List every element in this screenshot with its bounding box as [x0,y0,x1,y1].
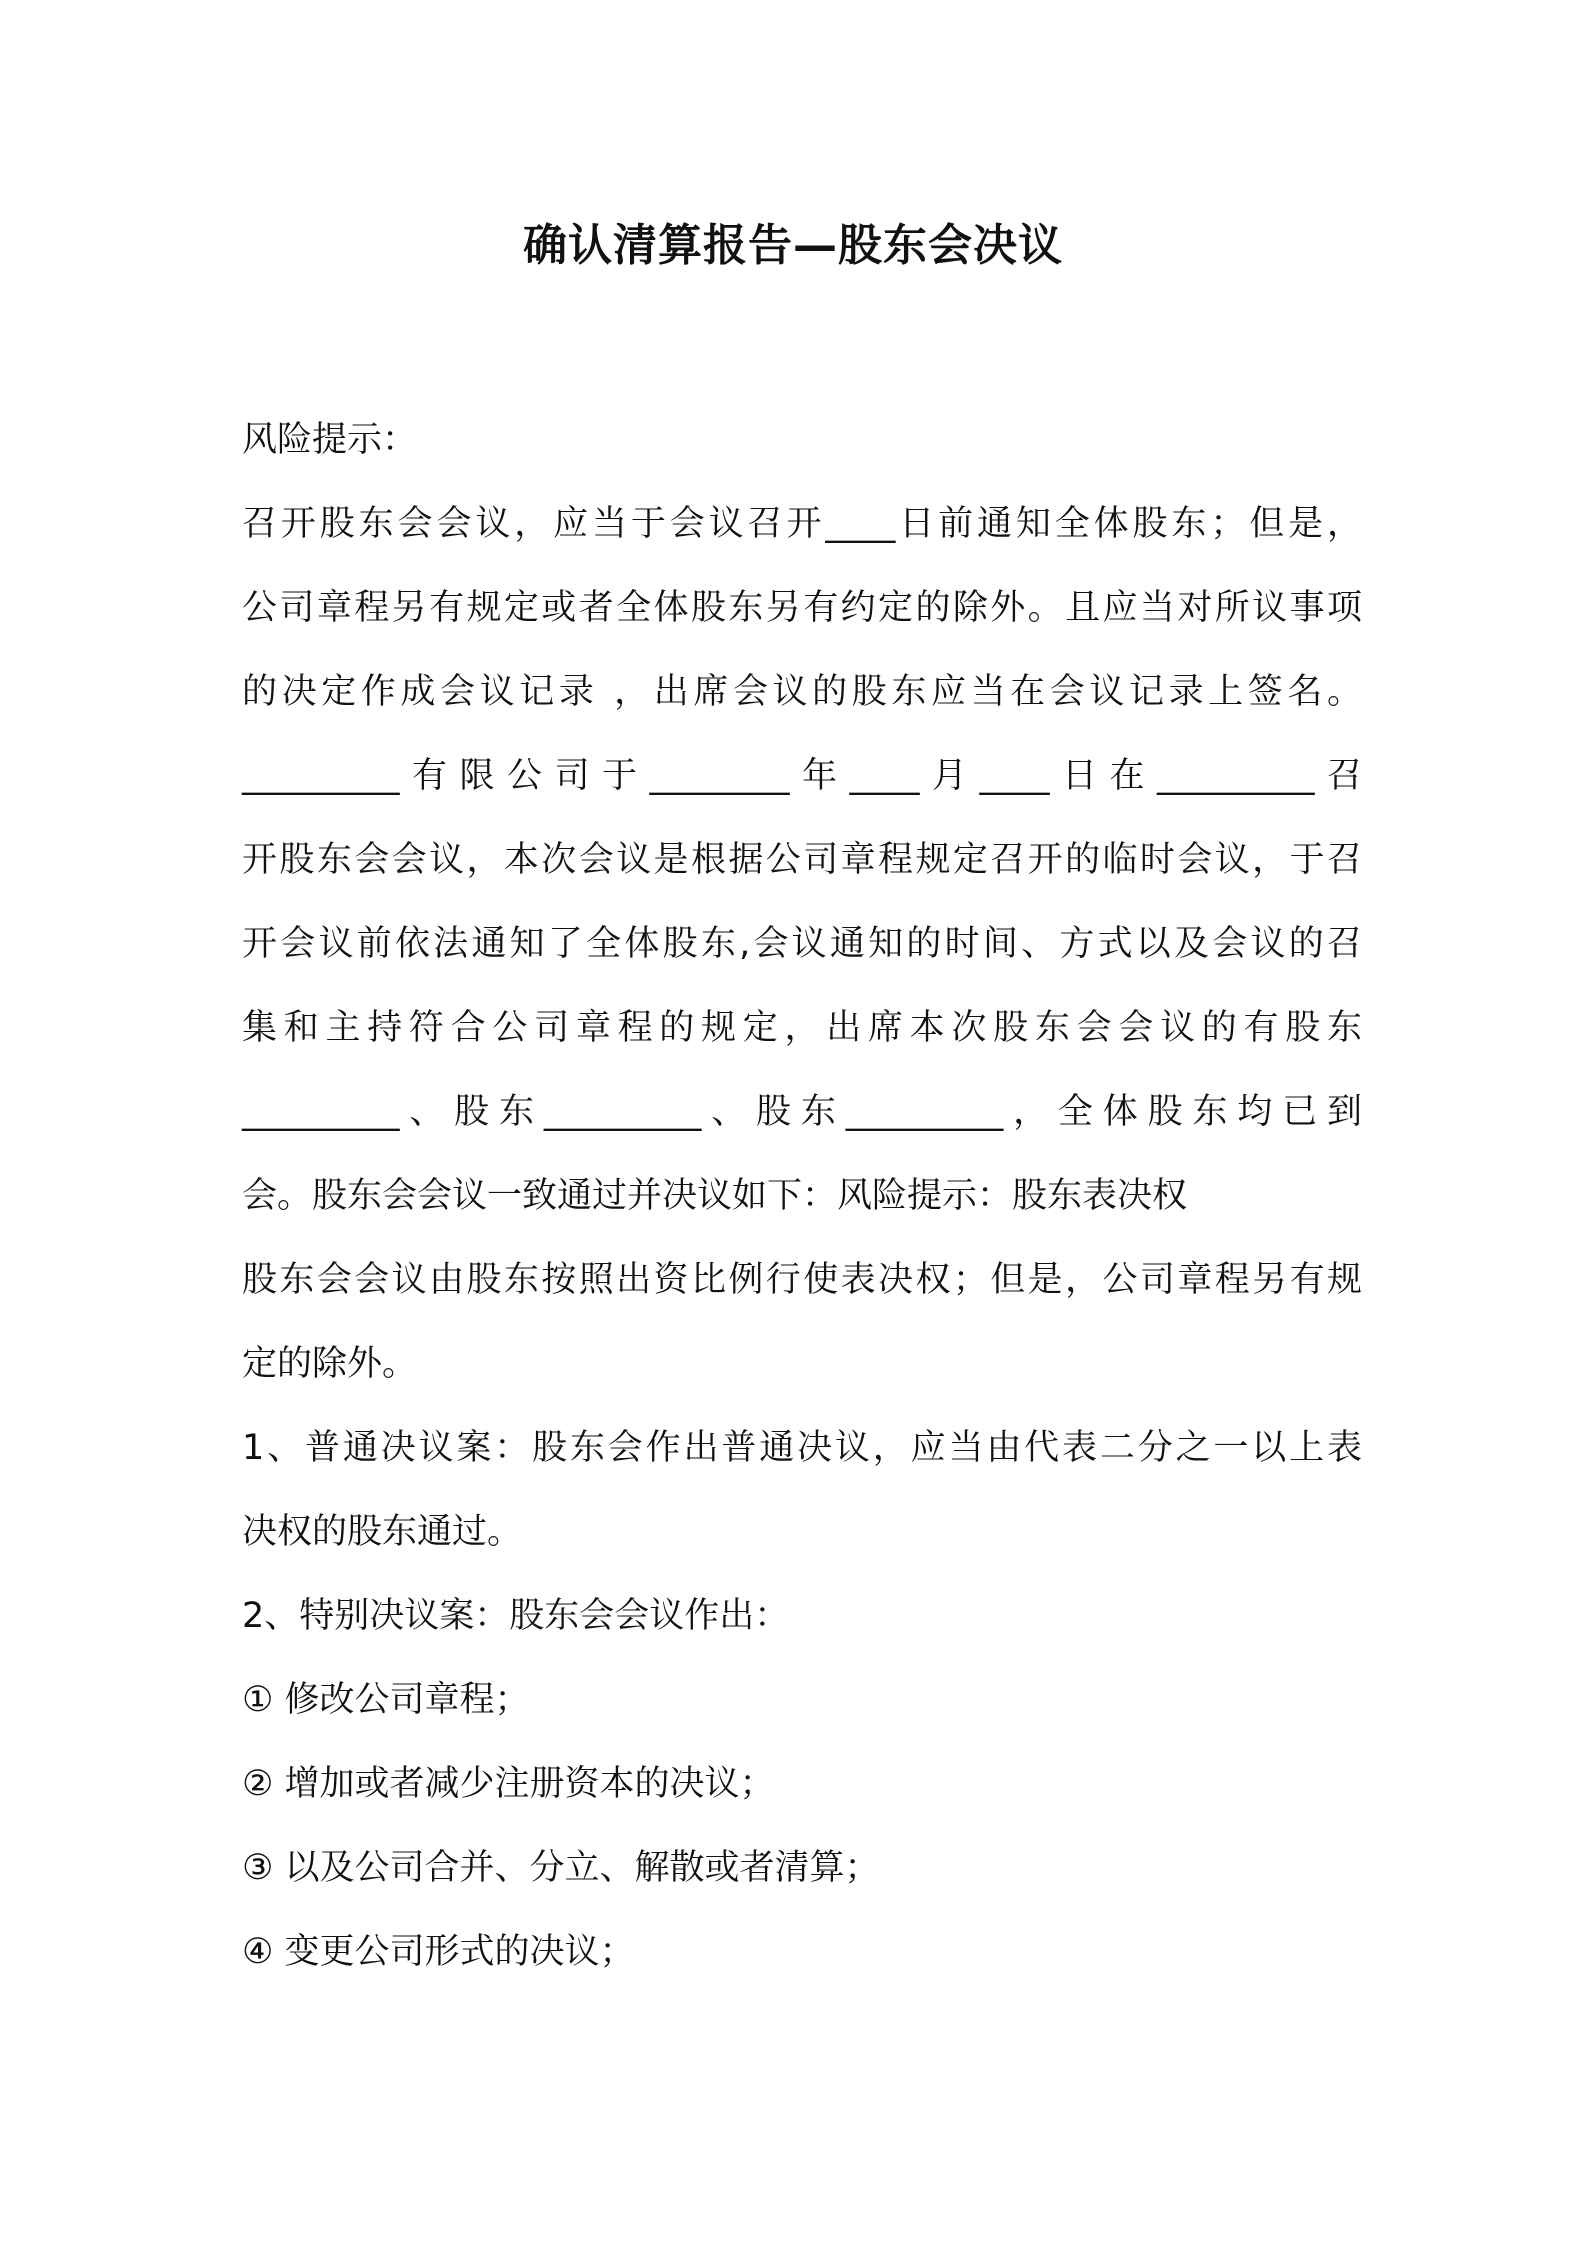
numbered-item: ② 增加或者减少注册资本的决议； [242,1764,775,1804]
paragraph-line: 股东会会议由股东按照出资比例行使表决权；但是，公司章程另有规 [242,1260,1362,1300]
paragraph-line: _________有限公司于________年____月____日在_________召 [242,756,1362,796]
paragraph-line: 会。股东会会议一致通过并决议如下：风险提示：股东表决权 [242,1176,1188,1216]
numbered-item: ④ 变更公司形式的决议； [242,1932,635,1972]
paragraph-line: 开股东会会议，本次会议是根据公司章程规定召开的临时会议，于召 [242,840,1362,880]
list-item: 2、特别决议案：股东会会议作出： [242,1596,790,1636]
paragraph-line: 集和主持符合公司章程的规定，出席本次股东会会议的有股东 [242,1008,1362,1048]
document-title: 确认清算报告—股东会决议 [523,220,1063,271]
numbered-item: ③ 以及公司合并、分立、解散或者清算； [242,1848,880,1888]
paragraph-line: 定的除外。 [242,1344,418,1384]
risk-warning-heading: 风险提示： [242,420,418,460]
document-body [242,398,1362,1994]
paragraph-line: 召开股东会会议，应当于会议召开____日前通知全体股东；但是， [242,504,1362,544]
numbered-item: ① 修改公司章程； [242,1680,530,1720]
list-item: 决权的股东通过。 [242,1512,523,1552]
list-item: 1、普通决议案：股东会作出普通决议，应当由代表二分之一以上表 [242,1428,1362,1468]
paragraph-line: _________、股东_________、股东_________，全体股东均已到 [242,1092,1362,1132]
paragraph-line: 开会议前依法通知了全体股东,会议通知的时间、方式以及会议的召 [242,924,1362,964]
paragraph-line: 公司章程另有规定或者全体股东另有约定的除外。且应当对所议事项 [242,588,1362,628]
paragraph-line: 的决定作成会议记录 ，出席会议的股东应当在会议记录上签名。 [242,672,1362,712]
